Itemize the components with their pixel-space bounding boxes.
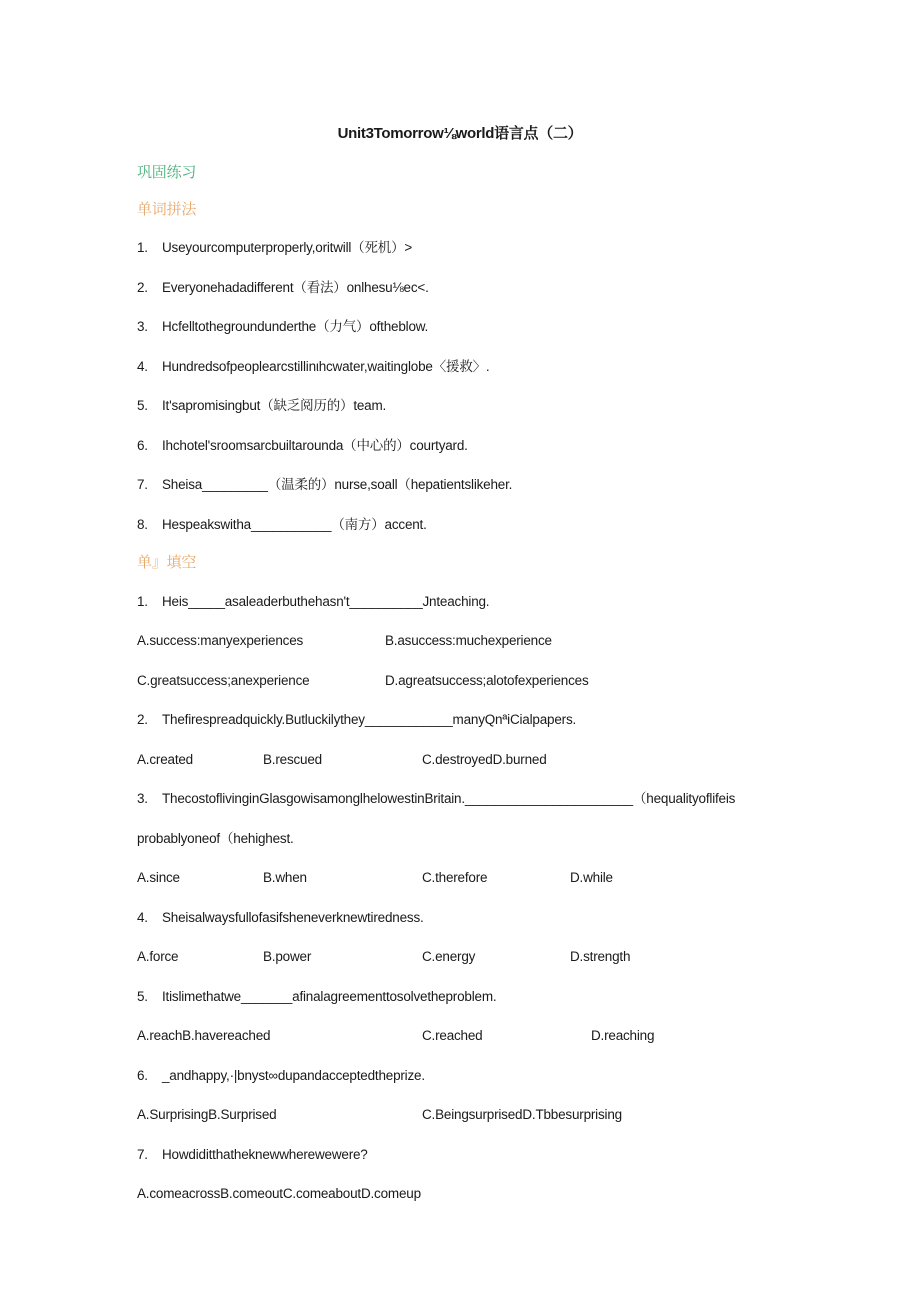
question: 5. Itislimethatwe_______afinalagreementtosolvetheproblem.: [137, 989, 497, 1004]
word-item: 8. Hespeakswitha___________（南方）accent.: [137, 517, 427, 532]
option: B.rescued: [263, 752, 322, 767]
section-heading-practice: 巩固练习: [137, 163, 197, 181]
question: 6. _andhappy,·|bnyst∞dupandacceptedtheprize.: [137, 1068, 425, 1083]
question: 1. Heis_____asaleaderbuthehasn't__________Jnteaching.: [137, 594, 490, 609]
page-title: Unit3Tomorrow⅛world语言点（二）: [337, 125, 583, 142]
option: A.reachB.havereached: [137, 1028, 271, 1043]
option: D.reaching: [591, 1028, 655, 1043]
option: C.destroyedD.burned: [422, 752, 547, 767]
word-item: 4. Hundredsofpeoplearcstillinιhcwater,waitinglobe〈援救〉.: [137, 359, 490, 374]
word-item: 3. Hcfelltothegroundunderthe（力气）oftheblow.: [137, 319, 429, 334]
option: C.BeingsurprisedD.Tbbesurprising: [422, 1107, 622, 1122]
option: C.energy: [422, 949, 476, 964]
section-heading-fill: 单』填空: [137, 553, 197, 571]
word-item: 2. Everyonehadadifferent（看法）onlhesu⅛ec<.: [137, 280, 429, 295]
option: A.created: [137, 752, 193, 767]
question: 2. Thefirespreadquickly.Butluckilythey____________manyQnªiCialpapers.: [137, 712, 577, 727]
option: A.SurprisingB.Surprised: [137, 1107, 277, 1122]
word-item: 7. Sheisa_________（温柔的）nurse,soall（hepatientslikeher.: [137, 477, 513, 492]
word-item: 1. Useyourcomputerproperly,oritwill（死机）>: [137, 240, 413, 255]
option: D.while: [570, 870, 613, 885]
option: B.asuccess:muchexperience: [385, 633, 552, 648]
option: C.reached: [422, 1028, 483, 1043]
section-heading-words: 单词拼法: [137, 200, 197, 218]
option: A.success:manyexperiences: [137, 633, 304, 648]
option: A.comeacrossB.comeoutC.comeaboutD.comeup: [137, 1186, 421, 1201]
question: 7. Howdiditthatheknewwherewewere?: [137, 1147, 368, 1162]
option: B.when: [263, 870, 307, 885]
question: 3. ThecostoflivinginGlasgowisamonglhelowestinBritain._______________________（hequalityoflifeis: [137, 791, 736, 806]
option: A.force: [137, 949, 179, 964]
word-item: 6. Ihchotel'sroomsarcbuiltarounda（中心的）courtyard.: [137, 438, 468, 453]
question: 4. Sheisalwaysfullofasifsheneverknewtiredness.: [137, 910, 424, 925]
option: C.therefore: [422, 870, 488, 885]
option: C.greatsuccess;anexperience: [137, 673, 310, 688]
word-item: 5. It'sapromisingbut（缺乏阅历的）team.: [137, 398, 387, 413]
option: D.agreatsuccess;alotofexperiences: [385, 673, 589, 688]
option: D.strength: [570, 949, 631, 964]
option: B.power: [263, 949, 312, 964]
option: A.since: [137, 870, 180, 885]
question-continuation: probablyoneof（hehighest.: [137, 831, 294, 846]
